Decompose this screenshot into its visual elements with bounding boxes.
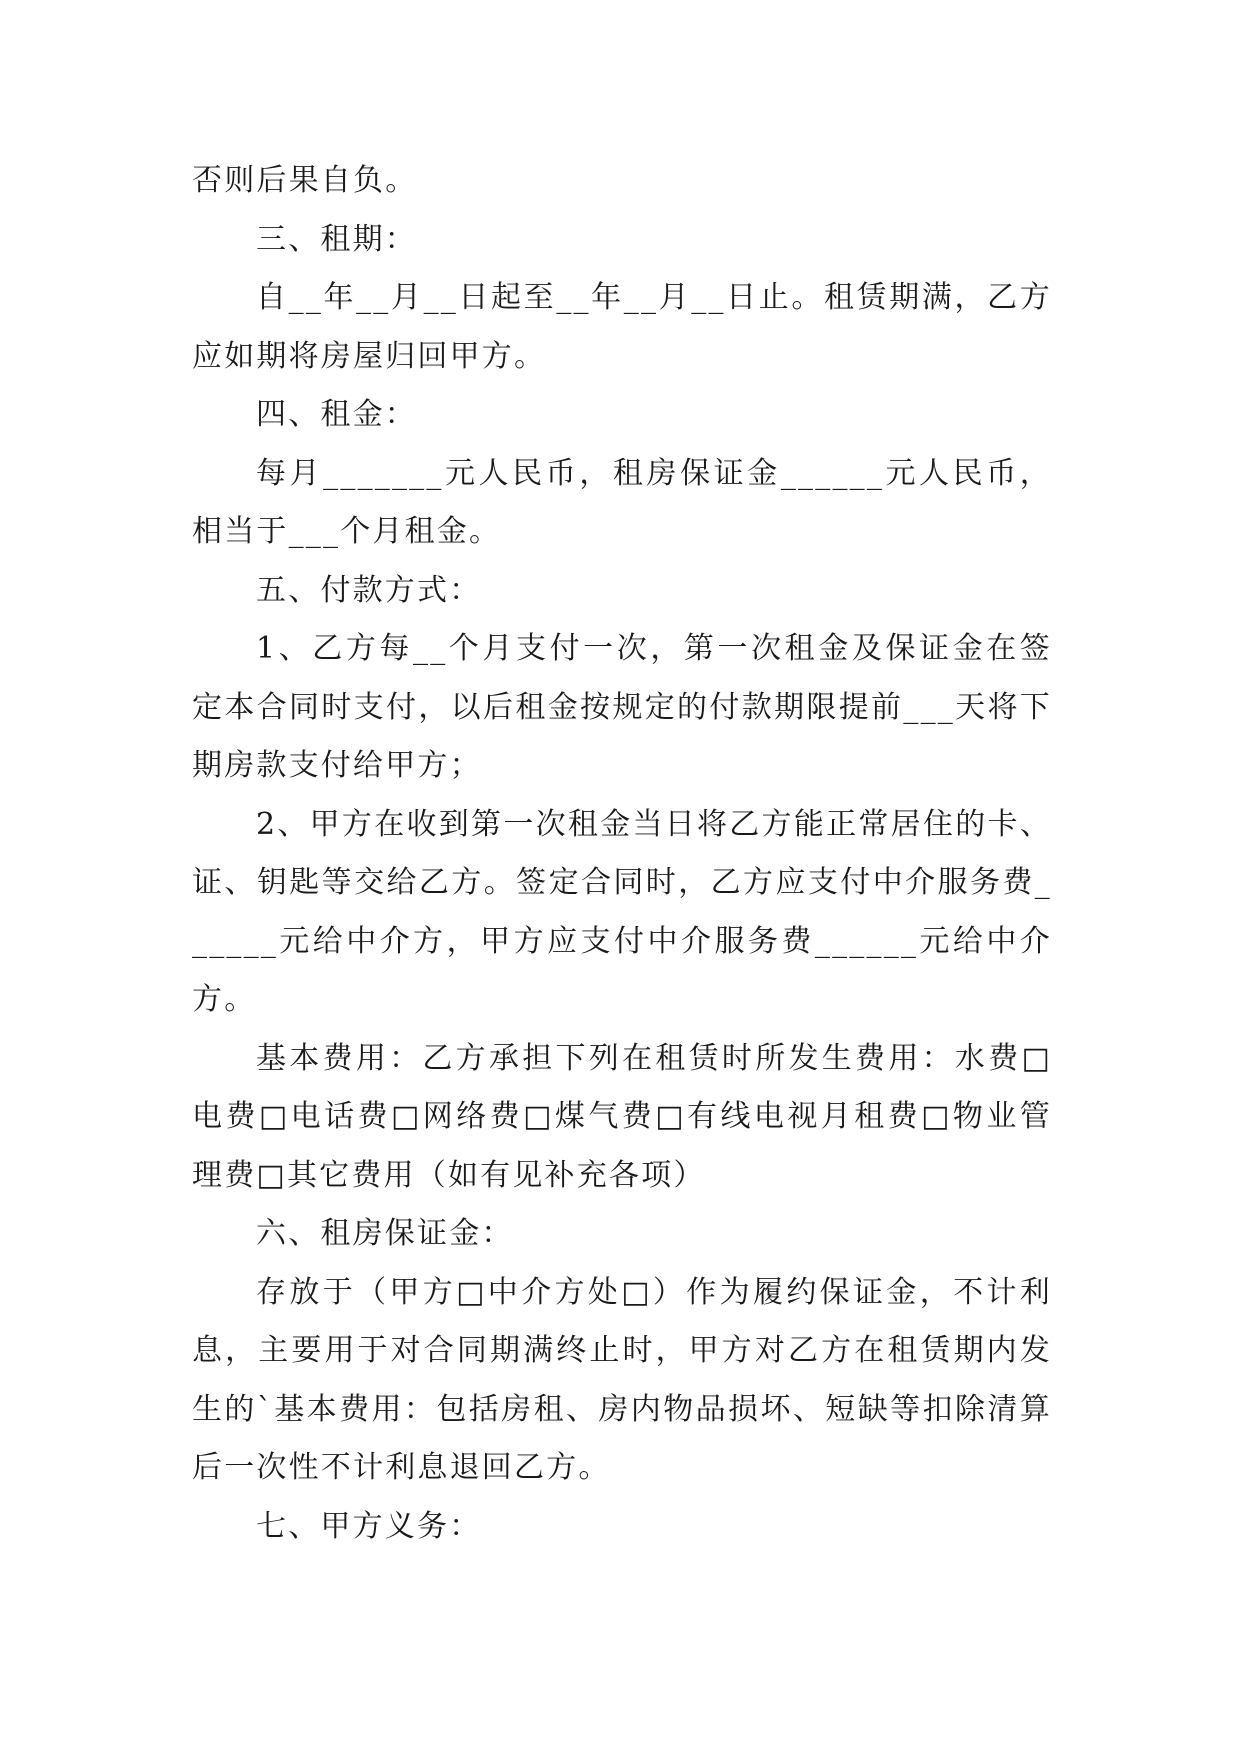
paragraph-deposit: 存放于（甲方□中介方处□）作为履约保证金，不计利息，主要用于对合同期满终止时，甲方对乙方在租赁期内发生的`基本费用：包括房租、房内物品损坏、短缺等扣除清算后一次性不计利息退回乙方。 (192, 1274, 1052, 1485)
document-body (192, 152, 1052, 1556)
paragraph-basic-fees: 基本费用：乙方承担下列在租赁时所发生费用：水费□电费□电话费□网络费□煤气费□有线电视月租费□物业管理费□其它费用（如有见补充各项） (192, 1040, 1052, 1193)
heading-lease-term: 三、租期： (256, 221, 417, 257)
paragraph-rent: 每月_______元人民币，租房保证金______元人民币，相当于___个月租金。 (192, 455, 1052, 549)
paragraph-consequence: 否则后果自负。 (192, 163, 418, 198)
paragraph-payment-2: 2、甲方在收到第一次租金当日将乙方能正常居住的卡、证、钥匙等交给乙方。签定合同时，乙方应支付中介服务费______元给中介方，甲方应支付中介服务费______元给中介方。 (192, 806, 1052, 1017)
heading-payment-method: 五、付款方式： (256, 572, 482, 608)
paragraph-payment-1: 1、乙方每__个月支付一次，第一次租金及保证金在签定本合同时支付，以后租金按规定的付款期限提前___天将下期房款支付给甲方； (192, 631, 1052, 783)
heading-rent: 四、租金： (256, 397, 417, 432)
heading-party-a-obligations: 七、甲方义务： (256, 1508, 482, 1544)
paragraph-lease-term: 自__年__月__日起至__年__月__日止。租赁期满，乙方应如期将房屋归回甲方。 (192, 280, 1052, 374)
heading-deposit: 六、租房保证金： (256, 1216, 514, 1251)
